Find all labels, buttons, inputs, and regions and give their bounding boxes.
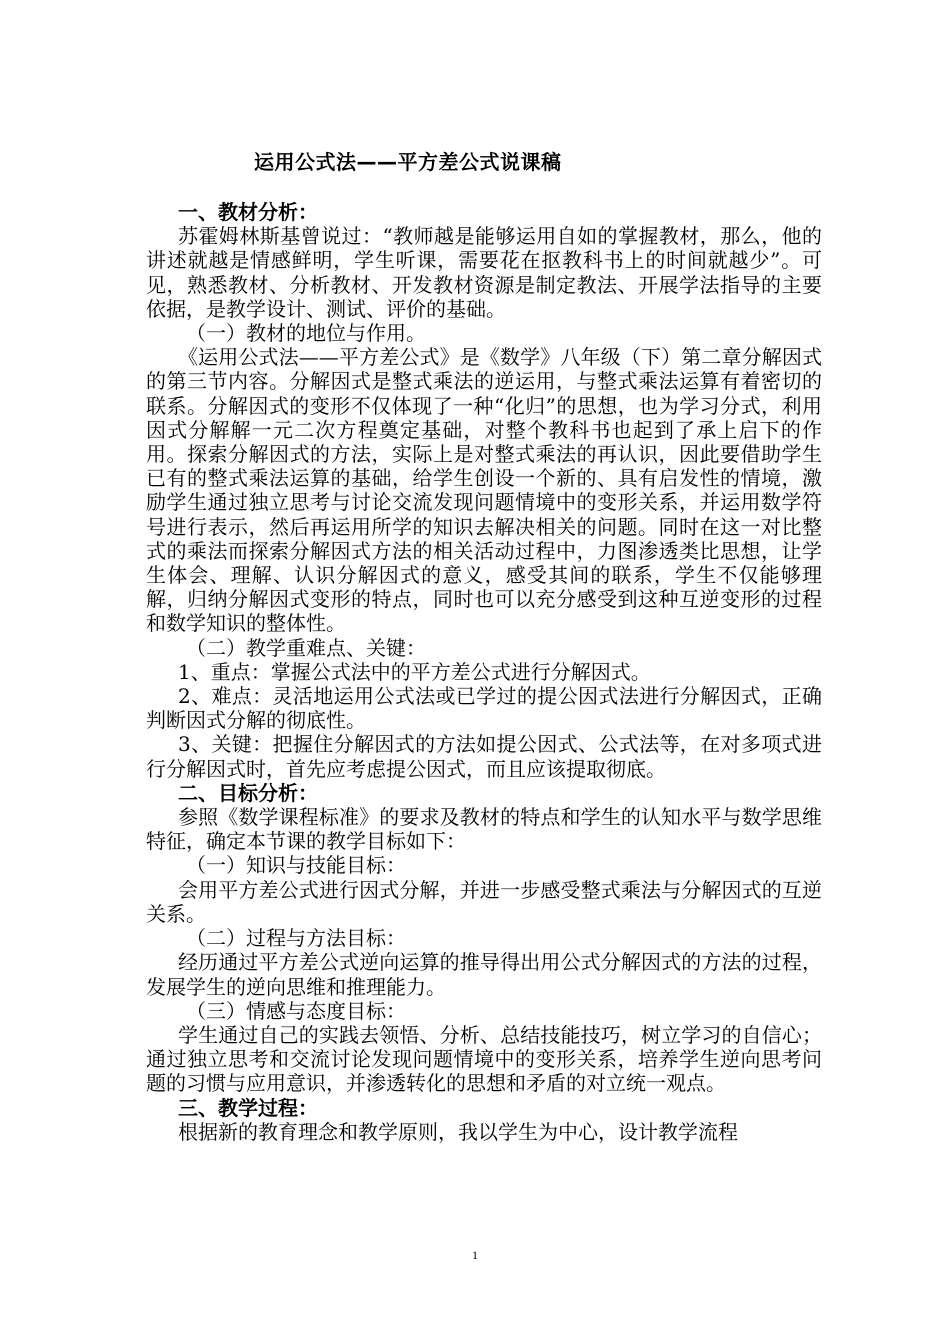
subheading: （一）知识与技能目标： <box>186 853 406 878</box>
paragraph: 经历通过平方差公式逆向运算的推导得出用公式分解因式的方法的过程，发展学生的逆向思维和推理能力。 <box>146 950 822 999</box>
paragraph: 会用平方差公式进行因式分解，并进一步感受整式乘法与分解因式的互逆关系。 <box>146 877 822 926</box>
list-item: 3、关键：把握住分解因式的方法如提公因式、公式法等，在对多项式进行分解因式时，首先应考虑提公因式，而且应该提取彻底。 <box>146 732 822 781</box>
subheading: （二）教学重难点、关键： <box>186 635 426 660</box>
document-title: 运用公式法——平方差公式说课稿 <box>254 150 562 174</box>
subheading: （三）情感与态度目标： <box>186 998 406 1023</box>
paragraph: 苏霍姆林斯基曾说过：“教师越是能够运用自如的掌握教材，那么，他的讲述就越是情感鲜明，学生听课，需要花在抠教科书上的时间就越少”。可见，熟悉教材、分析教材、开发教材资源是制定教法、开展学法指导的主要依据，是教学设计、测试、评价的基础。 <box>146 224 822 321</box>
document-body <box>146 200 822 1144</box>
subheading: （一）教材的地位与作用。 <box>186 321 426 346</box>
paragraph: 《运用公式法——平方差公式》是《数学》八年级（下）第二章分解因式的第三节内容。分解因式是整式乘法的逆运用，与整式乘法运算有着密切的联系。分解因式的变形不仅体现了一种“化归”的思想，也为学习分式，利用因式分解解一元二次方程奠定基础，对整个教科书也起到了承上启下的作用。探索分解因式的方法，实际上是对整式乘法的再认识，因此要借助学生已有的整式乘法运算的基础，给学生创设一个新的、具有启发性的情境，激励学生通过独立思考与讨论交流发现问题情境中的变形关系，并运用数学符号进行表示，然后再运用所学的知识去解决相关的问题。同时在这一对比整式的乘法而探索分解因式方法的相关活动过程中，力图渗透类比思想，让学生体会、理解、认识分解因式的意义，感受其间的联系，学生不仅能够理解，归纳分解因式变形的特点，同时也可以充分感受到这种互逆变形的过程和数学知识的整体性。 <box>146 345 822 636</box>
page-number: 1 <box>472 1248 478 1262</box>
list-item: 1、重点：掌握公式法中的平方差公式进行分解因式。 <box>178 659 651 684</box>
paragraph: 参照《数学课程标准》的要求及教材的特点和学生的认知水平与数学思维特征，确定本节课的教学目标如下： <box>146 805 822 854</box>
section-heading-textbook-analysis: 一、教材分析： <box>178 200 318 224</box>
section-heading-teaching-process: 三、教学过程： <box>178 1095 318 1120</box>
paragraph: 学生通过自己的实践去领悟、分析、总结技能技巧，树立学习的自信心；通过独立思考和交流讨论发现问题情境中的变形关系，培养学生逆向思考问题的习惯与应用意识，并渗透转化的思想和矛盾的对立统一观点。 <box>146 1022 822 1096</box>
list-item: 2、难点：灵活地运用公式法或已学过的提公因式法进行分解因式，正确判断因式分解的彻底性。 <box>146 684 822 733</box>
subheading: （二）过程与方法目标： <box>186 926 406 951</box>
section-heading-goal-analysis: 二、目标分析： <box>178 780 318 805</box>
paragraph: 根据新的教育理念和教学原则，我以学生为中心，设计教学流程 <box>178 1119 738 1144</box>
